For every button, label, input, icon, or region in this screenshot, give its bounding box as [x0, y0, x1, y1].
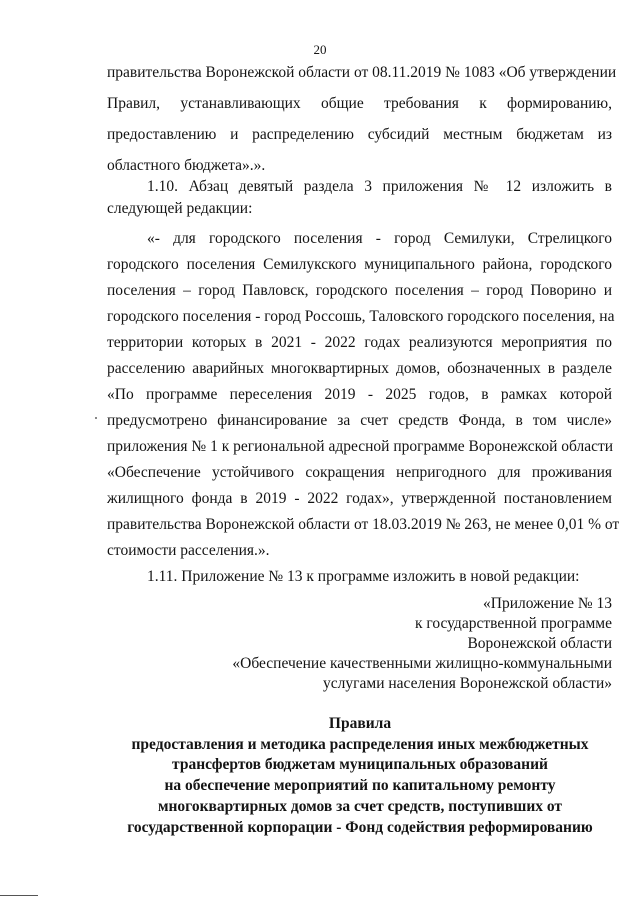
paragraph-line: «По программе переселения 2019 - 2025 годов, в рамках которой: [107, 386, 612, 403]
paragraph-line: расселению аварийных многоквартирных домов, обозначенных в разделе: [107, 360, 612, 377]
appendix-header-line: услугами населения Воронежской области»: [323, 675, 612, 692]
section-heading: Правила: [328, 715, 392, 732]
appendix-header-line: «Приложение № 13: [483, 595, 612, 612]
paragraph-line: стоимости расселения.».: [107, 542, 270, 559]
scan-artifact-line: [0, 895, 38, 896]
title-line: трансфертов бюджетам муниципальных образований: [172, 756, 548, 773]
appendix-header-line: к государственной программе: [414, 615, 612, 632]
title-line: предоставления и методика распределения иных межбюджетных: [131, 736, 589, 753]
title-line: на обеспечение мероприятий по капитальному ремонту: [164, 777, 556, 794]
paragraph-line: поселения – город Павловск, городского поселения – город Поворино и: [107, 282, 612, 299]
appendix-header-line: «Обеспечение качественными жилищно-коммунальными: [232, 655, 612, 672]
paragraph-line: предусмотрено финансирование за счет средств Фонда, в том числе»: [107, 412, 612, 429]
paragraph-line: приложения № 1 к региональной адресной программе Воронежской области: [107, 438, 614, 455]
page-number: 20: [313, 42, 327, 57]
title-line: государственной корпорации - Фонд содействия реформированию: [127, 819, 593, 836]
paragraph-line: областного бюджета».».: [107, 157, 266, 174]
paragraph-line: «Обеспечение устойчивого сокращения непригодного для проживания: [107, 464, 612, 481]
paragraph-line: 1.11. Приложение № 13 к программе изложить в новой редакции:: [147, 568, 580, 585]
paragraph-line: следующей редакции:: [107, 200, 253, 217]
paragraph-line: 1.10. Абзац девятый раздела 3 приложения № 12 изложить в: [147, 178, 612, 195]
paragraph-line: городского поселения - город Россошь, Таловского городского поселения, на: [107, 308, 615, 325]
paragraph-line: «- для городского поселения - город Семилуки, Стрелицкого: [147, 230, 612, 247]
paragraph-line: правительства Воронежской области от 18.03.2019 № 263, не менее 0,01 % от: [107, 516, 620, 533]
appendix-header-line: Воронежской области: [467, 635, 612, 652]
scan-artifact-dot: [95, 417, 97, 419]
paragraph-line: городского поселения Семилукского муниципального района, городского: [107, 256, 612, 273]
paragraph-line: территории которых в 2021 - 2022 годах реализуются мероприятия по: [107, 334, 612, 351]
title-line: многоквартирных домов за счет средств, поступивших от: [157, 798, 563, 815]
paragraph-line: жилищного фонда в 2019 - 2022 годах», утвержденной постановлением: [107, 490, 612, 507]
paragraph-line: Правил, устанавливающих общие требования к формированию,: [107, 95, 612, 112]
paragraph-line: предоставлению и распределению субсидий местным бюджетам из: [107, 126, 612, 143]
paragraph-line: правительства Воронежской области от 08.11.2019 № 1083 «Об утверждении: [107, 64, 617, 81]
